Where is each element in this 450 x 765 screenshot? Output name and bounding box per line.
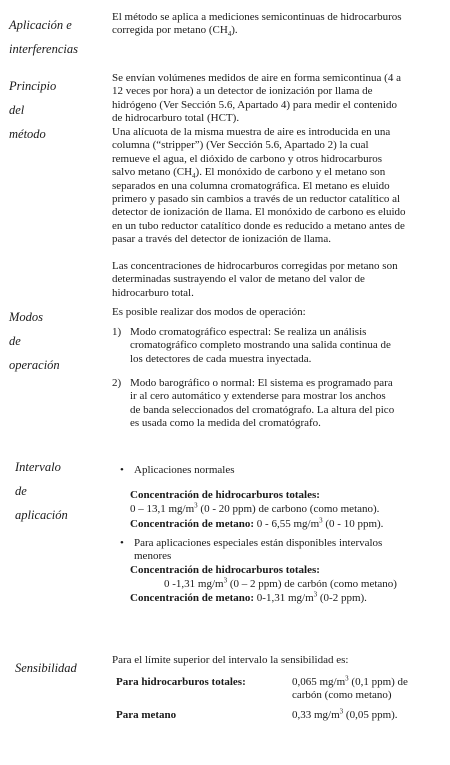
conc-hc-special-value: 0 -1,31 $mg/m^3$ (0 – 2 ppm) de carbón (como metano) [164, 576, 397, 590]
conc-hc-normal-value: 0 – 13,1 $mg/m^3$ (0 - 20 ppm) de carbono (como metano). [130, 501, 380, 515]
bullet-1: • [120, 464, 124, 476]
text-sensibilidad-intro: Para el límite superior del intervalo la sensibilidad es: [112, 654, 349, 666]
label-principio: Principio del método [9, 79, 57, 141]
conc-me-normal: Concentración de metano: 0 - 6,55 $mg/m^3$ (0 - 10 ppm). [130, 516, 384, 530]
text-principio-p2: Una alícuota de la misma muestra de aire es introducida en una columna (“stripper”) (Ver Sección 5.6, Apartado 2) la cual remueve el agua, el dióxido de carbono y otros hidrocarburos salvo metano $(CH_4)$. El monóxido de carbono y el metano son separados en una columna cromatográfica. El metano es eluido primero y pasado sin cambios a través de un reductor catalítico al detector de ionización de llama. El monóxido de carbono es eluido en un tubo reductor catalítico donde es reducido a metano antes de pasar a través del detector de ionización de llama. [112, 126, 406, 246]
conc-hc-special: Concentración de hidrocarburos totales: [130, 564, 320, 576]
sens-hc-line2: carbón (como metano) [292, 689, 392, 701]
label-aplicacion: Aplicación e interferencias [9, 18, 78, 56]
label-modos: Modos de operación [9, 310, 60, 372]
label-intervalo: Intervalo de aplicación [15, 460, 68, 522]
text-aplicaciones-especiales: Para aplicaciones especiales están disponibles intervalos menores [134, 537, 383, 563]
list-item-1: Modo cromatográfico espectral: Se realiza un análisis cromatográfico completo mostrando una salida continua de los detectores de cada muestra inyectada. [130, 326, 391, 365]
text-aplicacion: El método se aplica a mediciones semicontinuas de hidrocarburos corregida por metano $(CH_4)$. [112, 11, 402, 39]
text-modos-intro: Es posible realizar dos modos de operación: [112, 306, 306, 318]
sens-hc-value: 0,065 $mg/m^3$ (0,1 ppm) de [292, 674, 408, 688]
bullet-2: • [120, 537, 124, 549]
conc-me-special: Concentración de metano: 0-1,31 $mg/m^3$ (0-2 ppm). [130, 590, 367, 604]
sens-hc-label: Para hidrocarburos totales: [116, 676, 246, 688]
conc-hc-normal: Concentración de hidrocarburos totales: [130, 489, 320, 501]
sens-me-label: Para metano [116, 709, 177, 721]
list-number-1: 1) [112, 326, 122, 338]
list-number-2: 2) [112, 377, 122, 389]
sens-me-value: 0,33 $mg/m^3$ (0,05 ppm). [292, 707, 398, 721]
text-principio-p1: Se envían volúmenes medidos de aire en forma semicontinua (4 a 12 veces por hora) a un detector de ionización por llama de hidrógeno (Ver Sección 5.6, Apartado 4) para medir el contenido de hidrocarburo total (HCT). [112, 72, 401, 125]
text-principio-p3: Las concentraciones de hidrocarburos corregidas por metano son determinadas sustrayendo el valor de metano del valor de hidrocarburo total. [112, 260, 398, 299]
list-item-2: Modo barográfico o normal: El sistema es programado para ir al cero automático y extenderse para mostrar los anchos de banda seleccionados del cromatógrafo. La altura del pico es usada como la medida del cromatógrafo. [130, 377, 395, 430]
label-sensibilidad: Sensibilidad [15, 661, 77, 675]
text-aplicaciones-normales: Aplicaciones normales [134, 464, 235, 476]
